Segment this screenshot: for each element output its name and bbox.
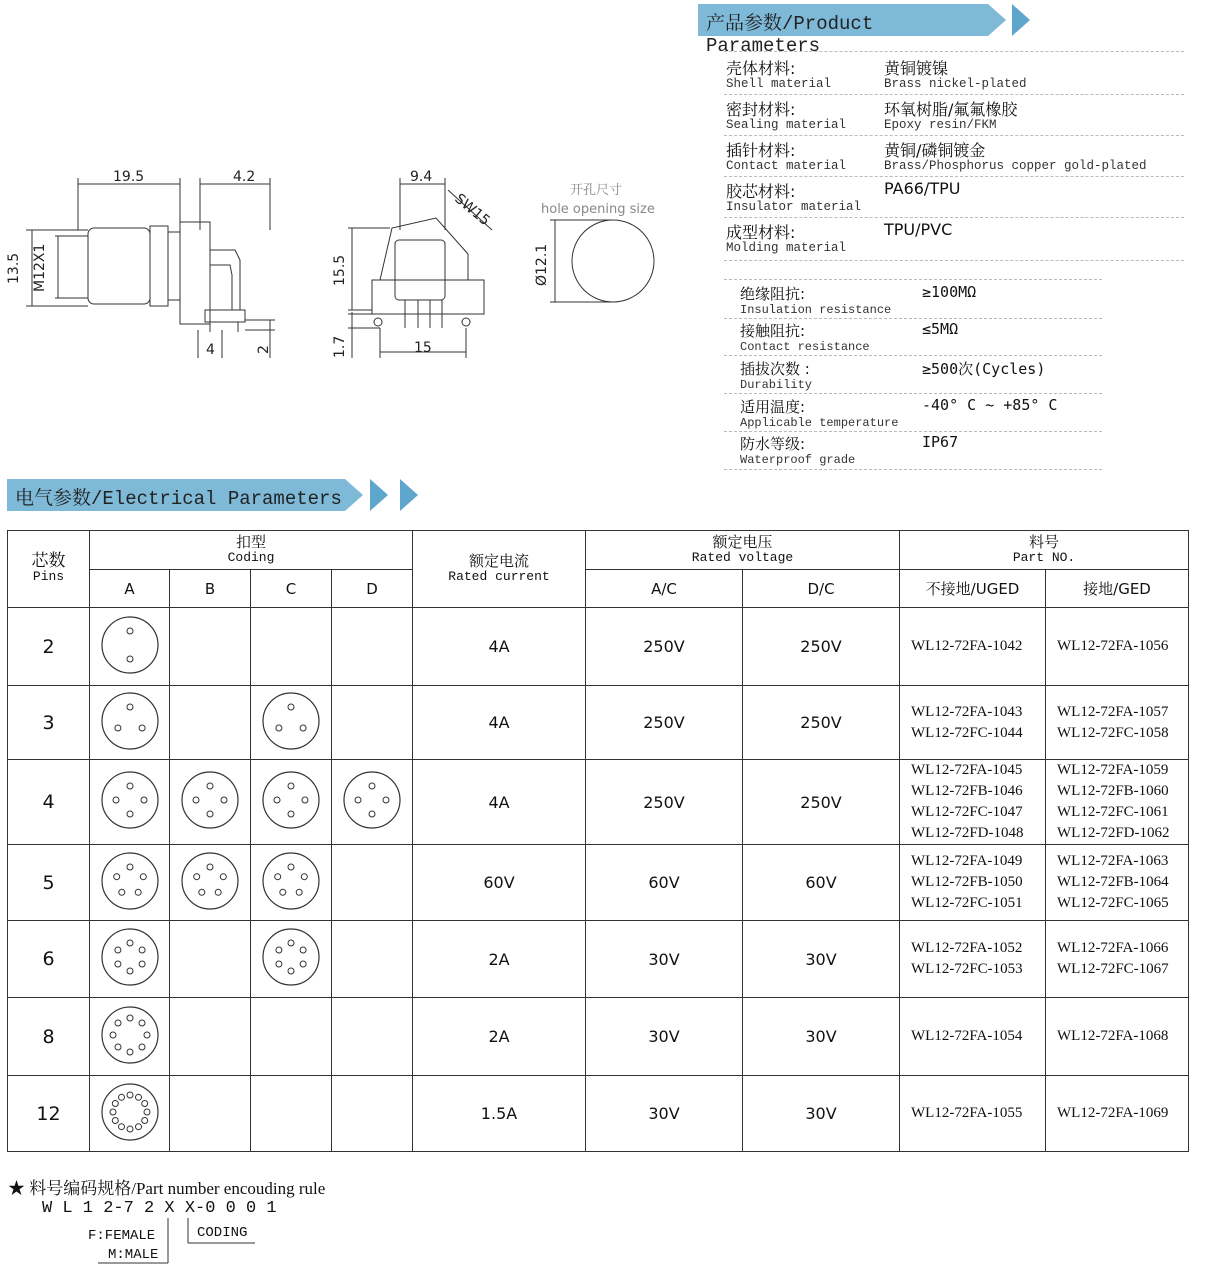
part-number: WL12-72FB-1060 — [1057, 783, 1169, 799]
part-number: WL12-72FA-1068 — [1057, 1028, 1169, 1044]
encoding-coding: CODING — [197, 1225, 248, 1241]
ac-voltage-cell: 60V — [586, 845, 743, 921]
coding-b-header: B — [170, 570, 251, 608]
material-row — [724, 138, 1184, 177]
divider — [724, 51, 1184, 52]
uged-part-cell — [900, 760, 1046, 845]
dimension-label: 15.5 — [332, 254, 348, 286]
spec-label: 绝缘阻抗: — [740, 285, 806, 303]
pins-header-cn: 芯数 — [31, 551, 66, 571]
coding-cell — [170, 608, 251, 686]
part-number: WL12-72FD-1062 — [1057, 825, 1170, 841]
part-number: WL12-72FC-1053 — [911, 961, 1023, 977]
encoding-male: M:MALE — [108, 1247, 159, 1263]
coding-cell — [170, 760, 251, 845]
coding-cell — [332, 921, 413, 998]
part-number: WL12-72FA-1066 — [1057, 940, 1169, 956]
coding-cell — [170, 686, 251, 760]
spec-label: 接触阻抗: — [740, 322, 806, 340]
dimension-label: 2 — [256, 345, 272, 354]
coding-cell — [90, 845, 170, 921]
ged-part-cell — [1046, 845, 1189, 921]
ac-voltage-cell: 250V — [586, 760, 743, 845]
dimension-label: 9.4 — [410, 169, 433, 185]
banner-chevron-icon — [345, 479, 363, 511]
connector-face-icon — [90, 767, 170, 833]
part-number: WL12-72FC-1058 — [1057, 724, 1169, 741]
coding-cell — [90, 998, 170, 1076]
banner-chevron-icon — [400, 479, 418, 511]
pins-cell: 8 — [8, 998, 90, 1076]
current-cell: 4A — [413, 608, 586, 686]
current-cell: 1.5A — [413, 1076, 586, 1152]
hole-label-en: hole opening size — [541, 202, 655, 217]
coding-cell — [251, 686, 332, 760]
table-row — [8, 760, 1189, 845]
product-parameters-title: 产品参数/Product Parameters — [706, 13, 874, 57]
connector-face-icon — [90, 924, 170, 990]
electrical-parameters-title: 电气参数/Electrical Parameters — [15, 488, 342, 510]
connector-face-icon — [170, 767, 250, 833]
electrical-parameters-banner — [7, 479, 345, 511]
coding-d-header: D — [332, 570, 413, 608]
part-number: WL12-72FA-1055 — [911, 1105, 1023, 1121]
spec-label-en: Insulation resistance — [740, 303, 892, 317]
material-value-en: Brass nickel-plated — [884, 77, 1027, 91]
uged-part-cell — [900, 1076, 1046, 1152]
spec-value: ≤5MΩ — [922, 320, 959, 338]
spec-value: ≥500次(Cycles) — [922, 360, 1046, 378]
coding-header — [90, 531, 413, 570]
encoding-brackets — [0, 1215, 300, 1275]
material-value-en: Epoxy resin/FKM — [884, 118, 997, 132]
dc-voltage-cell: 60V — [743, 845, 900, 921]
part-number: WL12-72FA-1056 — [1057, 638, 1169, 654]
uged-part-cell — [900, 608, 1046, 686]
spec-label: 防水等级: — [740, 435, 806, 453]
current-header-cn: 额定电流 — [468, 552, 529, 570]
spec-label-en: Contact resistance — [740, 340, 870, 354]
coding-cell — [332, 608, 413, 686]
pins-cell: 12 — [8, 1076, 90, 1152]
connector-face-icon — [90, 688, 170, 754]
material-label: 插针材料: — [726, 141, 796, 160]
dimension-label: SW15 — [451, 190, 493, 230]
dc-voltage-cell: 30V — [743, 998, 900, 1076]
ac-voltage-cell: 250V — [586, 686, 743, 760]
coding-cell — [332, 760, 413, 845]
dimension-label: 15 — [414, 340, 432, 356]
ged-part-cell — [1046, 921, 1189, 998]
voltage-header-en: Rated voltage — [691, 550, 794, 565]
connector-face-icon — [251, 767, 331, 833]
ged-part-cell — [1046, 998, 1189, 1076]
table-row — [8, 921, 1189, 998]
part-number: WL12-72FC-1051 — [911, 895, 1023, 911]
coding-a-header: A — [90, 570, 170, 608]
current-cell: 4A — [413, 686, 586, 760]
spec-row — [724, 320, 1102, 356]
dimension-drawing — [0, 160, 700, 370]
coding-cell — [90, 921, 170, 998]
spec-label: 插拔次数 : — [740, 360, 810, 378]
dc-voltage-cell: 250V — [743, 760, 900, 845]
connector-face-icon — [251, 688, 331, 754]
dc-voltage-cell: 30V — [743, 1076, 900, 1152]
ged-part-cell — [1046, 1076, 1189, 1152]
material-value: 黄铜/磷铜镀金 — [884, 141, 986, 160]
voltage-header — [586, 531, 900, 570]
table-row — [8, 1076, 1189, 1152]
ac-voltage-cell: 30V — [586, 998, 743, 1076]
dimension-label: 1.7 — [332, 335, 348, 358]
part-header-en: Part NO. — [1012, 550, 1076, 565]
uged-part-cell — [900, 998, 1046, 1076]
material-row — [724, 97, 1184, 136]
dc-voltage-cell: 30V — [743, 921, 900, 998]
spec-label-en: Durability — [740, 378, 813, 392]
table-row — [8, 686, 1189, 760]
ac-header: A/C — [586, 570, 743, 608]
ac-voltage-cell: 30V — [586, 921, 743, 998]
table-row — [8, 608, 1189, 686]
part-header-cn: 料号 — [1029, 533, 1060, 551]
connector-face-icon — [170, 848, 250, 914]
coding-cell — [90, 1076, 170, 1152]
part-number: WL12-72FC-1067 — [1057, 961, 1169, 977]
dc-header: D/C — [743, 570, 900, 608]
table-row — [8, 845, 1189, 921]
material-label: 胶芯材料: — [726, 182, 796, 201]
table-row — [8, 998, 1189, 1076]
pins-header — [8, 531, 90, 608]
coding-cell — [332, 998, 413, 1076]
voltage-header-cn: 额定电压 — [712, 533, 773, 551]
uged-header: 不接地/UGED — [900, 570, 1046, 608]
uged-part-cell — [900, 686, 1046, 760]
encoding-title: ★ 料号编码规格/Part number encouding rule — [8, 1179, 326, 1198]
part-number: WL12-72FC-1044 — [911, 724, 1023, 741]
banner-chevron-icon — [988, 4, 1006, 36]
dc-voltage-cell: 250V — [743, 686, 900, 760]
part-number: WL12-72FB-1046 — [911, 783, 1023, 799]
part-number: WL12-72FD-1048 — [911, 825, 1024, 841]
part-number: WL12-72FA-1057 — [1057, 703, 1169, 720]
coding-cell — [170, 1076, 251, 1152]
connector-face-icon — [251, 924, 331, 990]
current-header-en: Rated current — [448, 569, 550, 584]
coding-cell — [251, 845, 332, 921]
spec-value: -40° C ~ +85° C — [922, 396, 1058, 414]
uged-part-cell — [900, 921, 1046, 998]
dimension-label: 4 — [206, 342, 215, 358]
dimension-label: 4.2 — [233, 169, 256, 185]
coding-cell — [170, 998, 251, 1076]
spec-row — [724, 433, 1102, 470]
material-value: TPU/PVC — [884, 220, 953, 239]
connector-face-icon — [90, 612, 170, 678]
current-cell: 2A — [413, 921, 586, 998]
material-row — [724, 220, 1184, 261]
encoding-code: W L 1 2-7 2 X X-0 0 0 1 — [42, 1199, 277, 1218]
dimension-label: M12X1 — [32, 243, 48, 292]
part-number: WL12-72FC-1047 — [911, 804, 1023, 820]
uged-part-cell — [900, 845, 1046, 921]
dimension-label: 19.5 — [113, 169, 145, 185]
dc-voltage-cell: 250V — [743, 608, 900, 686]
part-number: WL12-72FB-1064 — [1057, 874, 1169, 890]
connector-face-icon — [90, 1002, 170, 1068]
connector-face-icon — [251, 848, 331, 914]
connector-face-icon — [332, 767, 412, 833]
coding-cell — [251, 998, 332, 1076]
ged-part-cell — [1046, 686, 1189, 760]
spec-label-en: Waterproof grade — [740, 453, 856, 467]
ged-part-cell — [1046, 760, 1189, 845]
dimension-label: Ø12.1 — [534, 243, 550, 286]
spec-value: IP67 — [922, 433, 959, 451]
current-cell: 2A — [413, 998, 586, 1076]
coding-cell — [90, 608, 170, 686]
part-number: WL12-72FC-1061 — [1057, 804, 1169, 820]
current-header — [413, 531, 586, 608]
coding-cell — [332, 845, 413, 921]
divider — [724, 279, 1102, 280]
dimension-label: 13.5 — [6, 252, 22, 284]
spec-value: ≥100MΩ — [922, 283, 977, 301]
pins-cell: 3 — [8, 686, 90, 760]
material-label: 壳体材料: — [726, 59, 796, 78]
connector-face-icon — [90, 848, 170, 914]
material-value-en: Brass/Phosphorus copper gold-plated — [884, 159, 1147, 173]
part-number: WL12-72FC-1065 — [1057, 895, 1169, 911]
ac-voltage-cell: 250V — [586, 608, 743, 686]
part-number: WL12-72FB-1050 — [911, 874, 1023, 890]
banner-chevron-icon — [370, 479, 388, 511]
coding-header-en: Coding — [227, 550, 275, 565]
part-number: WL12-72FA-1042 — [911, 638, 1023, 654]
electrical-table — [7, 530, 1189, 1152]
part-number: WL12-72FA-1045 — [911, 762, 1023, 778]
material-value: 环氧树脂/氟氟橡胶 — [884, 100, 1018, 119]
coding-c-header: C — [251, 570, 332, 608]
current-cell: 4A — [413, 760, 586, 845]
encoding-female: F:FEMALE — [88, 1228, 156, 1244]
material-label: 成型材料: — [726, 223, 796, 242]
coding-cell — [251, 921, 332, 998]
coding-cell — [251, 608, 332, 686]
current-cell: 60V — [413, 845, 586, 921]
material-label-en: Contact material — [726, 159, 847, 173]
spec-label: 适用温度: — [740, 398, 806, 416]
product-parameters-banner — [698, 4, 988, 57]
coding-cell — [170, 921, 251, 998]
ged-header: 接地/GED — [1046, 570, 1189, 608]
part-number: WL12-72FA-1063 — [1057, 853, 1169, 869]
pins-cell: 4 — [8, 760, 90, 845]
coding-cell — [170, 845, 251, 921]
material-row — [724, 56, 1184, 95]
coding-cell — [90, 760, 170, 845]
material-label-en: Molding material — [726, 241, 847, 255]
coding-cell — [332, 686, 413, 760]
part-number: WL12-72FA-1049 — [911, 853, 1023, 869]
material-label-en: Shell material — [726, 77, 832, 91]
part-number: WL12-72FA-1059 — [1057, 762, 1169, 778]
connector-face-icon — [90, 1079, 170, 1145]
hole-label-cn: 开孔尺寸 — [570, 183, 623, 198]
part-number: WL12-72FA-1054 — [911, 1028, 1023, 1044]
material-label-en: Insulator material — [726, 200, 862, 214]
coding-cell — [251, 760, 332, 845]
spec-row — [724, 283, 1102, 319]
material-label: 密封材料: — [726, 100, 796, 119]
ged-part-cell — [1046, 608, 1189, 686]
part-header — [900, 531, 1189, 570]
material-label-en: Sealing material — [726, 118, 847, 132]
pins-cell: 6 — [8, 921, 90, 998]
pins-header-en: Pins — [32, 569, 65, 584]
coding-cell — [90, 686, 170, 760]
pins-cell: 2 — [8, 608, 90, 686]
coding-cell — [332, 1076, 413, 1152]
ac-voltage-cell: 30V — [586, 1076, 743, 1152]
pins-cell: 5 — [8, 845, 90, 921]
spec-label-en: Applicable temperature — [740, 416, 899, 430]
part-number: WL12-72FA-1052 — [911, 940, 1023, 956]
coding-cell — [251, 1076, 332, 1152]
spec-row — [724, 396, 1102, 432]
part-number: WL12-72FA-1043 — [911, 703, 1023, 720]
material-value: 黄铜镀镍 — [884, 59, 949, 78]
material-row — [724, 179, 1184, 218]
coding-header-cn: 扣型 — [235, 533, 266, 551]
material-value: PA66/TPU — [884, 179, 961, 198]
part-number: WL12-72FA-1069 — [1057, 1105, 1169, 1121]
banner-chevron-icon — [1012, 4, 1030, 36]
spec-row — [724, 358, 1102, 394]
